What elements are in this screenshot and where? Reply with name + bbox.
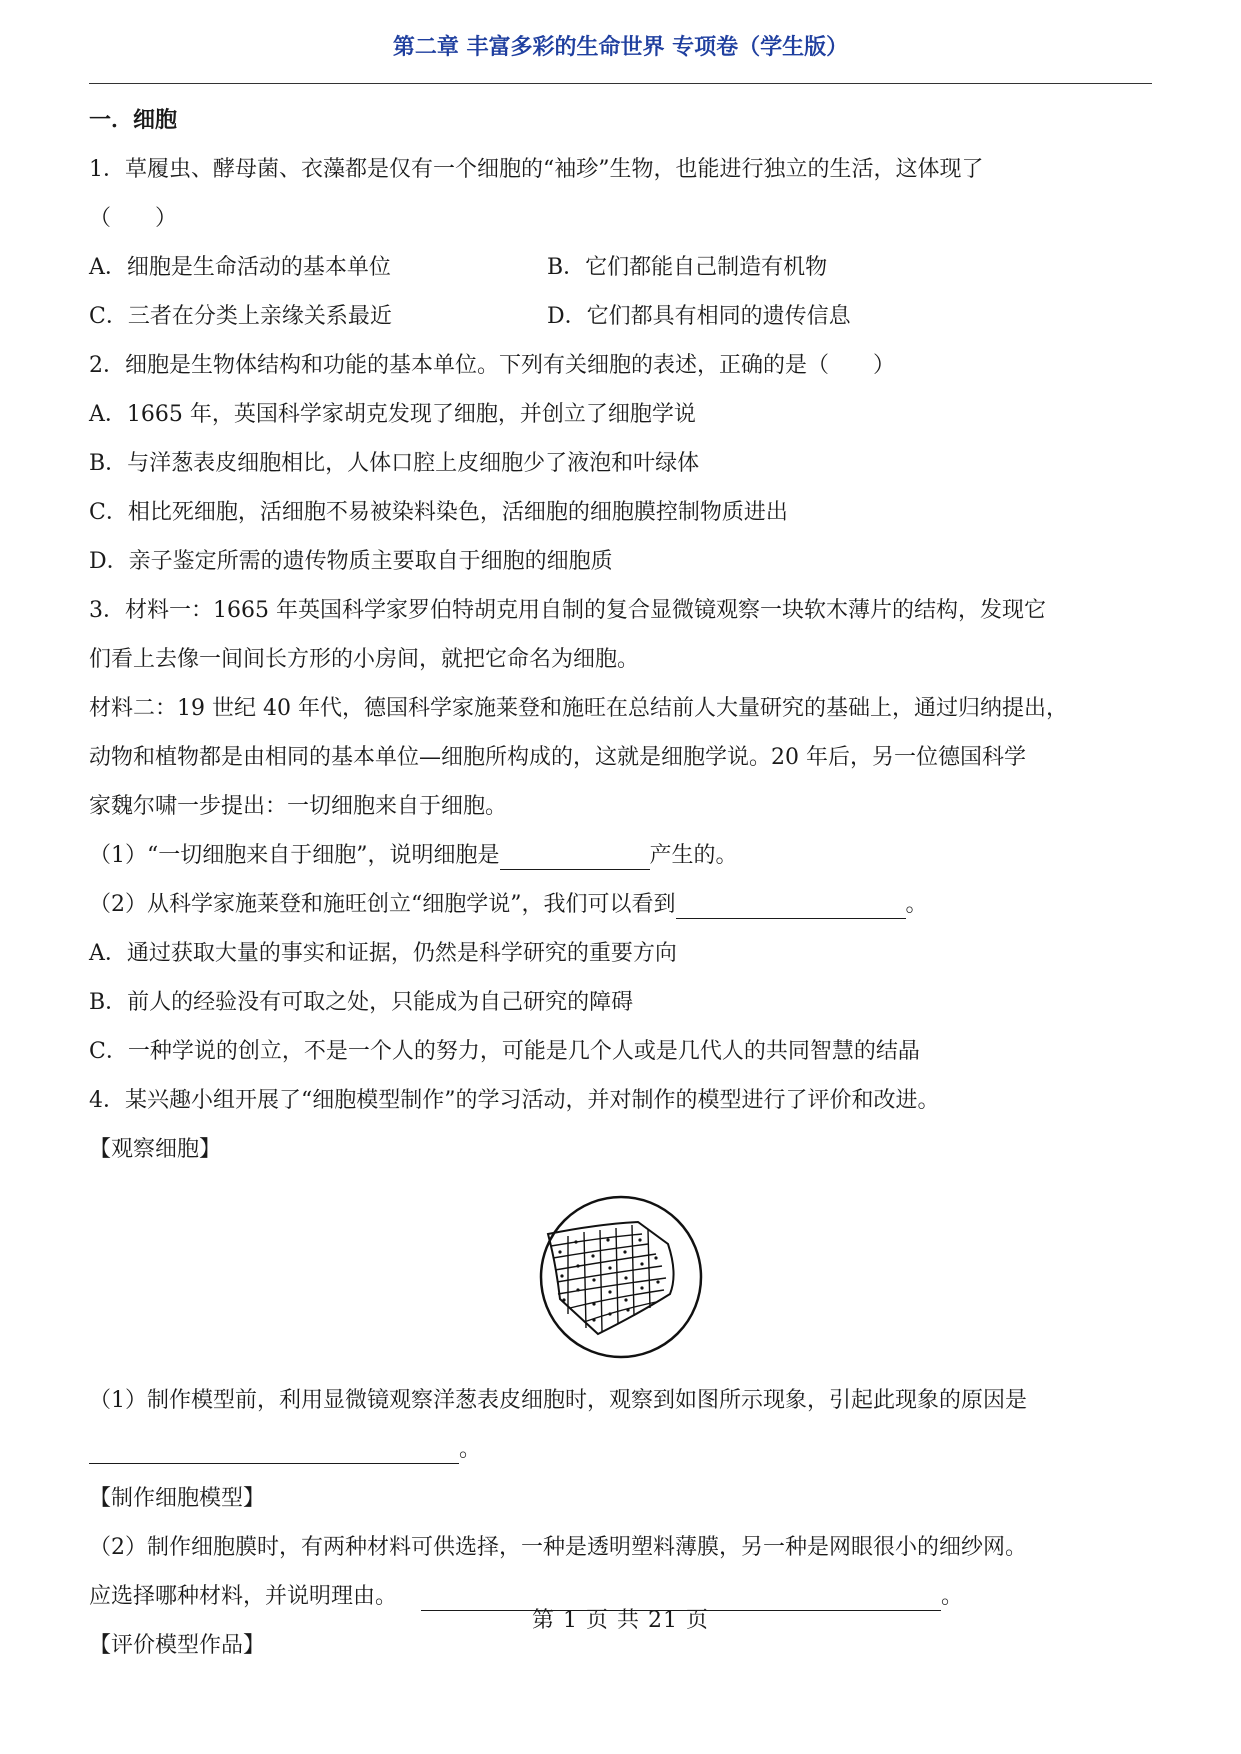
header-divider bbox=[89, 83, 1152, 84]
q3-sub1-prefix: （1）“一切细胞来自于细胞”，说明细胞是 bbox=[89, 843, 500, 868]
q1-stem-line2: （ ） bbox=[89, 206, 178, 231]
q3-material1-line2: 们看上去像一间间长方形的小房间，就把它命名为细胞。 bbox=[89, 647, 640, 672]
q3-sub2-answer-blank[interactable] bbox=[676, 888, 906, 919]
q3-material2-line2: 动物和植物都是由相同的基本单位—细胞所构成的，这就是细胞学说。20 年后，另一位德国科学 bbox=[89, 745, 1026, 770]
figure-container bbox=[89, 1174, 1152, 1376]
q3-option-c: C．一种学说的创立，不是一个人的努力，可能是几个人或是几代人的共同智慧的结晶 bbox=[89, 1039, 920, 1064]
q3-option-b: B．前人的经验没有可取之处，只能成为自己研究的障碍 bbox=[89, 990, 634, 1015]
q4-sub1-line2 bbox=[89, 1425, 1152, 1474]
q1-option-c: C．三者在分类上亲缘关系最近 bbox=[89, 304, 392, 329]
q4-sub2-suffix: 。 bbox=[941, 1584, 964, 1609]
q4-sub2-prefix: 应选择哪种材料，并说明理由。 bbox=[89, 1584, 398, 1609]
onion-cells-microscope-figure bbox=[538, 1194, 704, 1360]
page-content bbox=[89, 96, 1152, 1670]
q1-option-b: B．它们都能自己制造有机物 bbox=[547, 255, 828, 280]
q4-sub1-suffix: 。 bbox=[459, 1437, 482, 1462]
q3-sub1-suffix: 产生的。 bbox=[649, 843, 738, 868]
q2-option-c: C．相比死细胞，活细胞不易被染料染色，活细胞的细胞膜控制物质进出 bbox=[89, 500, 788, 525]
q4-sub1-answer-blank[interactable] bbox=[89, 1433, 459, 1464]
q3-sub1-answer-blank[interactable] bbox=[500, 839, 650, 870]
page-header-title: 第二章 丰富多彩的生命世界 专项卷（学生版） bbox=[392, 35, 849, 60]
q4-sub1-line1: （1）制作模型前，利用显微镜观察洋葱表皮细胞时，观察到如图所示现象，引起此现象的原因是 bbox=[89, 1388, 1028, 1413]
q3-sub2 bbox=[89, 880, 1152, 929]
q2-option-d: D．亲子鉴定所需的遗传物质主要取自于细胞的细胞质 bbox=[89, 549, 613, 574]
q3-material2-line3: 家魏尔啸一步提出：一切细胞来自于细胞。 bbox=[89, 794, 508, 819]
q4-part1-title: 【观察细胞】 bbox=[89, 1137, 222, 1162]
q3-material1-line1: 3．材料一：1665 年英国科学家罗伯特胡克用自制的复合显微镜观察一块软木薄片的结构，发现它 bbox=[89, 598, 1046, 623]
section-heading: 一．细胞 bbox=[89, 108, 178, 133]
q4-part3-title: 【评价模型作品】 bbox=[89, 1633, 266, 1658]
page-footer: 第 1 页 共 21 页 bbox=[532, 1608, 709, 1633]
q1-stem-line1: 1．草履虫、酵母菌、衣藻都是仅有一个细胞的“袖珍”生物，也能进行独立的生活，这体现了 bbox=[89, 157, 984, 182]
q3-option-a: A．通过获取大量的事实和证据，仍然是科学研究的重要方向 bbox=[89, 941, 677, 966]
q2-option-b: B．与洋葱表皮细胞相比，人体口腔上皮细胞少了液泡和叶绿体 bbox=[89, 451, 700, 476]
q4-part2-title: 【制作细胞模型】 bbox=[89, 1486, 266, 1511]
q3-sub1 bbox=[89, 831, 1152, 880]
q4-sub2-line1: （2）制作细胞膜时，有两种材料可供选择，一种是透明塑料薄膜，另一种是网眼很小的细纱网。 bbox=[89, 1535, 1028, 1560]
q1-option-a: A．细胞是生命活动的基本单位 bbox=[89, 255, 391, 280]
q2-stem: 2．细胞是生物体结构和功能的基本单位。下列有关细胞的表述，正确的是（ ） bbox=[89, 353, 895, 378]
q1-option-d: D．它们都具有相同的遗传信息 bbox=[547, 304, 851, 329]
q2-option-a: A．1665 年，英国科学家胡克发现了细胞，并创立了细胞学说 bbox=[89, 402, 696, 427]
q3-material2-line1: 材料二：19 世纪 40 年代，德国科学家施莱登和施旺在总结前人大量研究的基础上，通过归纳提出， bbox=[89, 696, 1068, 721]
q3-sub2-prefix: （2）从科学家施莱登和施旺创立“细胞学说”，我们可以看到 bbox=[89, 892, 676, 917]
q1-options-row2 bbox=[89, 292, 1152, 341]
q3-sub2-suffix: 。 bbox=[905, 892, 928, 917]
q1-options-row1 bbox=[89, 243, 1152, 292]
q4-stem: 4．某兴趣小组开展了“细胞模型制作”的学习活动，并对制作的模型进行了评价和改进。 bbox=[89, 1088, 940, 1113]
